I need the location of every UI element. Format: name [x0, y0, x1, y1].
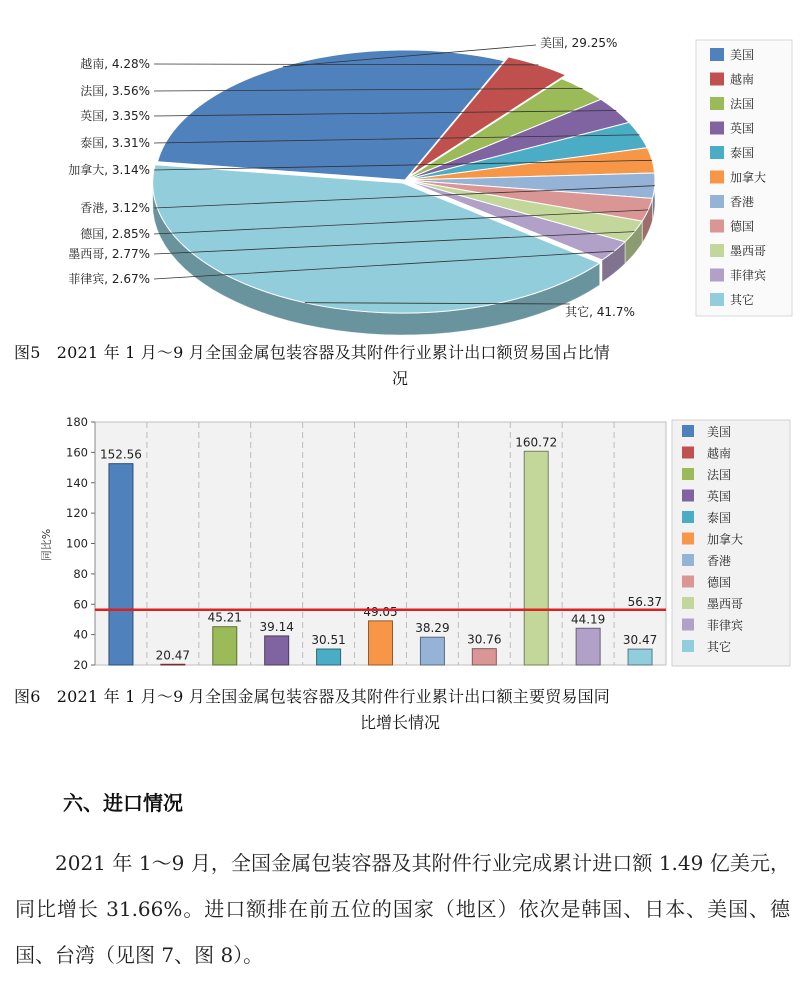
bar-label-item-1: 152.56	[99, 447, 142, 462]
pie-legend-label-item-9: 墨西哥	[730, 244, 767, 258]
bar-legend-swatch-item-3	[682, 468, 694, 480]
pie-legend-swatch-item-7	[710, 195, 724, 208]
pie-label-item-11: 其它, 41.7%	[565, 305, 635, 319]
pie-label-item-8: 德国, 2.85%	[80, 227, 150, 241]
bar-caption-line1: 图6 2021 年 1 月～9 月全国金属包装容器及其附件行业累计出口额主要贸易国同	[14, 687, 611, 706]
pie-legend-swatch-item-9	[710, 244, 724, 257]
y-tick-label-4: 80	[73, 566, 88, 581]
bar-item-3	[213, 627, 237, 665]
bar-label-item-2: 20.47	[155, 648, 191, 663]
pie-legend-swatch-item-11	[710, 293, 724, 306]
pie-label-item-7: 香港, 3.12%	[80, 201, 150, 215]
pie-legend-label-item-1: 美国	[730, 48, 755, 62]
bar-legend-label-item-7: 香港	[707, 554, 732, 568]
bar-legend-label-item-11: 其它	[707, 640, 732, 654]
bar-legend-label-item-1: 美国	[707, 425, 732, 439]
bar-item-2	[161, 664, 185, 665]
bar-legend-swatch-item-7	[682, 554, 694, 566]
bar-item-11	[628, 649, 652, 665]
section-title: 六、进口情况	[63, 791, 183, 815]
y-tick-label-2: 40	[73, 627, 88, 642]
pie-legend-label-item-10: 菲律宾	[730, 268, 767, 283]
bar-legend-swatch-item-6	[682, 533, 694, 545]
pie-label-item-4: 英国, 3.35%	[80, 109, 150, 123]
bar-legend-swatch-item-10	[682, 619, 694, 631]
bar-item-10	[576, 628, 600, 665]
pie-legend-swatch-item-3	[710, 97, 724, 110]
bar-legend-swatch-item-9	[682, 597, 694, 609]
bar-label-item-5: 30.51	[311, 633, 346, 648]
y-tick-label-9: 180	[66, 415, 88, 429]
section-paragraph: 2021 年 1～9 月，全国金属包装容器及其附件行业完成累计进口额 1.49 亿美元，同比增长 31.66%。进口额排在前五位的国家（地区）依次是韩国、日本、美国、德国、台湾（见图 7、图 8）。	[15, 851, 790, 967]
bar-legend-label-item-9: 墨西哥	[707, 597, 744, 611]
pie-label-item-6: 加拿大, 3.14%	[68, 163, 150, 177]
bar-legend-label-item-4: 英国	[707, 489, 732, 504]
bar-label-item-3: 45.21	[207, 610, 242, 625]
y-tick-label-1: 20	[73, 658, 88, 672]
pie-legend-label-item-7: 香港	[730, 195, 755, 209]
bar-item-6	[369, 621, 393, 665]
bar-chart	[0, 405, 800, 680]
y-tick-label-8: 160	[66, 445, 88, 460]
pie-legend-label-item-2: 越南	[730, 72, 755, 87]
bar-label-item-11: 30.47	[622, 633, 658, 648]
bar-legend-swatch-item-11	[682, 640, 694, 652]
pie-label-item-3: 法国, 3.56%	[80, 84, 150, 98]
pie-label-item-10: 菲律宾, 2.67%	[68, 272, 150, 286]
bar-label-item-4: 39.14	[259, 619, 294, 634]
bar-item-4	[265, 636, 289, 665]
bar-legend-label-item-10: 菲律宾	[707, 618, 744, 633]
y-axis-label: 同比%	[40, 528, 53, 562]
pie-legend-swatch-item-4	[710, 122, 724, 135]
bar-label-item-6: 49.05	[363, 604, 398, 619]
pie-legend-label-item-5: 泰国	[730, 146, 755, 160]
pie-legend-swatch-item-2	[710, 73, 724, 86]
pie-label-item-9: 墨西哥, 2.77%	[68, 247, 150, 261]
bar-legend-swatch-item-8	[682, 576, 694, 588]
bar-label-item-7: 38.29	[415, 621, 450, 636]
pie-chart	[0, 0, 800, 340]
bar-item-7	[420, 637, 444, 665]
bar-legend-swatch-item-1	[682, 425, 694, 437]
pie-caption-line1: 图5 2021 年 1 月～9 月全国金属包装容器及其附件行业累计出口额贸易国占比情	[14, 343, 611, 362]
y-tick-label-7: 140	[66, 475, 88, 490]
bar-legend-label-item-6: 加拿大	[707, 532, 744, 547]
pie-legend-label-item-11: 其它	[730, 293, 755, 307]
bar-label-item-8: 30.76	[467, 632, 502, 647]
pie-legend-swatch-item-1	[710, 48, 724, 61]
bar-legend-label-item-2: 越南	[707, 446, 732, 461]
pie-legend-label-item-8: 德国	[730, 219, 755, 234]
pie-legend	[696, 40, 792, 316]
bar-caption-line2: 比增长情况	[359, 713, 440, 732]
pie-label-item-1: 美国, 29.25%	[540, 36, 618, 50]
pie-caption-line2: 况	[391, 369, 408, 388]
pie-legend-swatch-item-8	[710, 220, 724, 233]
bar-item-1	[109, 464, 133, 665]
y-tick-label-5: 100	[66, 536, 88, 551]
pie-legend-label-item-6: 加拿大	[730, 170, 767, 185]
bar-legend-label-item-3: 法国	[707, 468, 732, 482]
pie-label-item-5: 泰国, 3.31%	[80, 136, 150, 150]
pie-legend-label-item-4: 英国	[730, 121, 755, 136]
bar-label-item-10: 44.19	[570, 612, 606, 627]
bar-item-8	[472, 649, 496, 665]
bar-legend-swatch-item-2	[682, 447, 694, 459]
bar-legend-swatch-item-4	[682, 490, 694, 502]
bar-legend-label-item-5: 泰国	[707, 511, 732, 525]
y-axis	[66, 415, 95, 672]
bar-label-item-9: 160.72	[515, 435, 558, 450]
reference-line-label: 56.37	[627, 594, 662, 609]
bar-item-5	[317, 649, 341, 665]
bar-item-9	[524, 451, 548, 665]
bar-legend-label-item-8: 德国	[707, 575, 732, 590]
pie-legend-swatch-item-10	[710, 269, 724, 282]
y-tick-label-6: 120	[66, 506, 88, 521]
bar-legend-swatch-item-5	[682, 511, 694, 523]
pie-legend-swatch-item-6	[710, 171, 724, 184]
pie-label-item-2: 越南, 4.28%	[80, 57, 150, 71]
pie-slices	[153, 50, 655, 335]
pie-legend-label-item-3: 法国	[730, 97, 755, 111]
pie-legend-swatch-item-5	[710, 146, 724, 159]
y-tick-label-3: 60	[73, 597, 88, 612]
